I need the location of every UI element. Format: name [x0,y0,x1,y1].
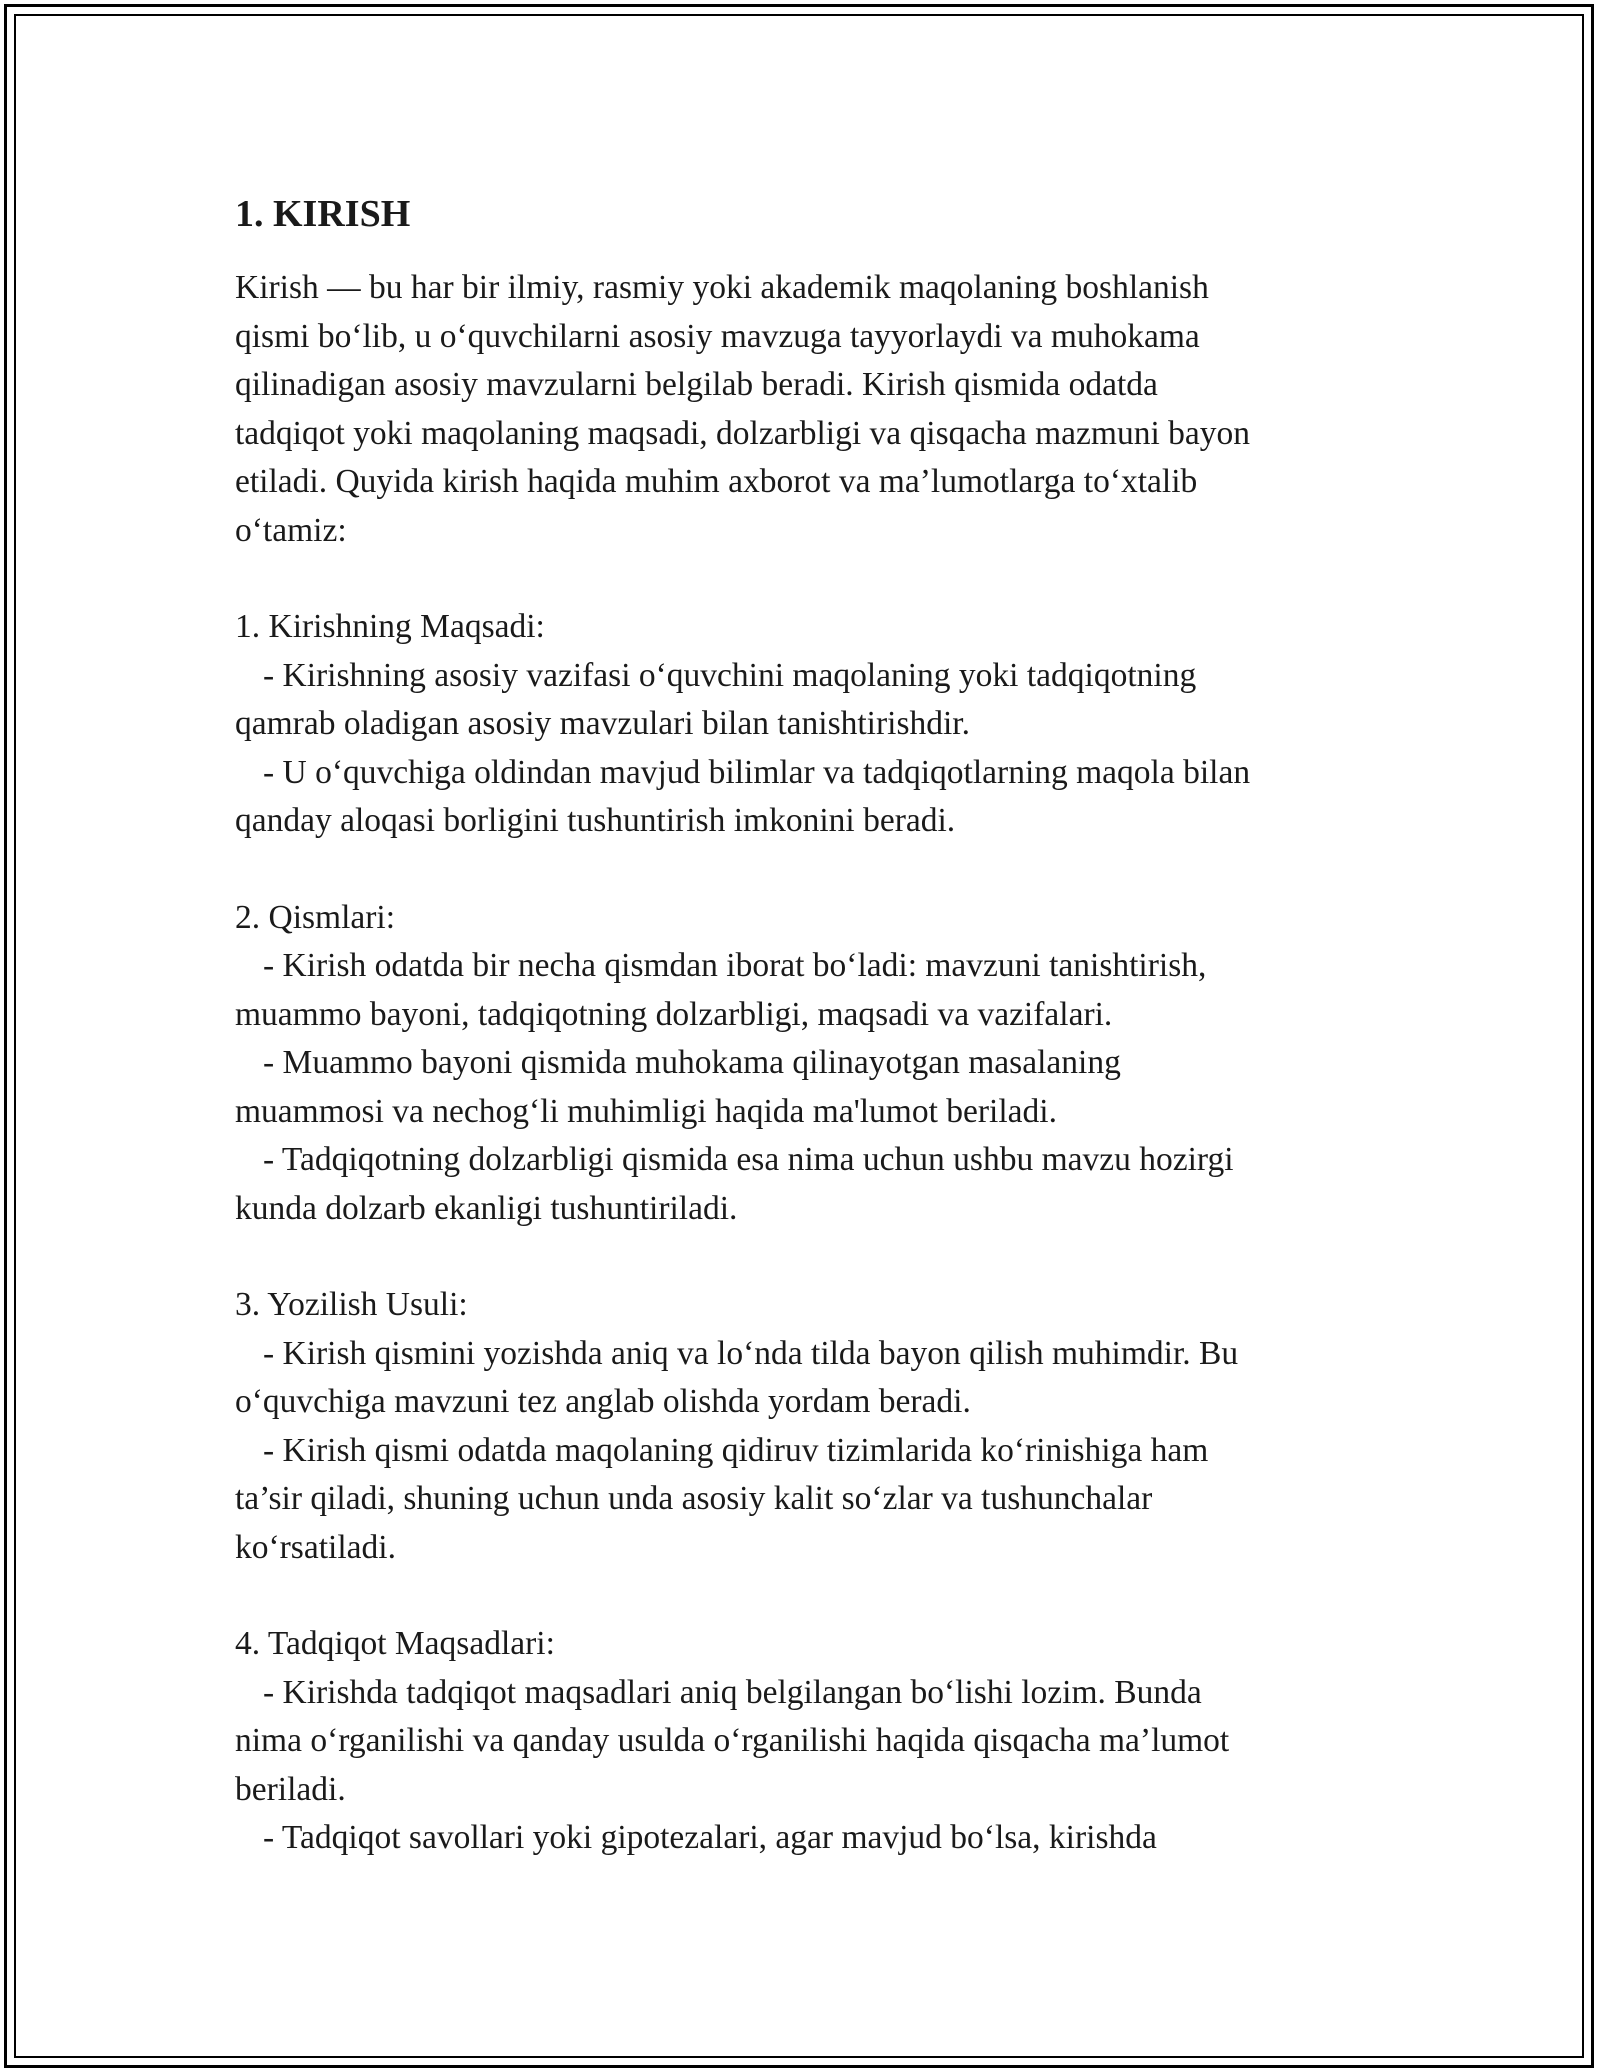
bullet-item [235,652,1365,749]
section-title: 1. Kirishning Maqsadi: [235,608,545,645]
section-title: 4. Tadqiqot Maqsadlari: [235,1625,555,1662]
bullet-text: - Kirish qismini yozishda aniq va lo‘nda tilda bayon qilish muhimdir. Bu o‘quvchiga mavzuni tez anglab olishda yordam beradi. [235,1334,1239,1420]
section-tadqiqot-maqsadlari [235,1620,1365,1863]
section-title: 3. Yozilish Usuli: [235,1286,468,1323]
bullet-text: - Muammo bayoni qismida muhokama qilinayotgan masalaning muammosi va nechog‘li muhimligi haqida ma'lumot beriladi. [235,1044,1121,1130]
bullet-text: - Kirishda tadqiqot maqsadlari aniq belgilangan bo‘lishi lozim. Bunda nima o‘rganilishi va qanday usulda o‘rganilishi haqida qisqacha ma’lumot beriladi. [235,1673,1230,1808]
bullet-text: - U o‘quvchiga oldindan mavjud bilimlar va tadqiqotlarning maqola bilan qanday aloqasi borligini tushuntirish imkonini beradi. [235,753,1251,839]
document-heading: 1. KIRISH [235,193,411,235]
bullet-item [235,1814,1365,1863]
bullet-item [235,1330,1365,1427]
bullet-text: - Kirish qismi odatda maqolaning qidiruv tizimlarida ko‘rinishiga ham ta’sir qiladi, shuning uchun unda asosiy kalit so‘zlar va tushunchalar ko‘rsatiladi. [235,1431,1209,1566]
bullet-item [235,1427,1365,1573]
bullet-text: - Kirish odatda bir necha qismdan iborat bo‘ladi: mavzuni tanishtirish, muammo bayoni, tadqiqotning dolzarbligi, maqsadi va vazifalari. [235,947,1207,1033]
bullet-item [235,942,1365,1039]
section-title: 2. Qismlari: [235,898,396,936]
bullet-item [235,1039,1365,1136]
bullet-text: - Tadqiqotning dolzarbligi qismida esa nima uchun ushbu mavzu hozirgi kunda dolzarb ekanligi tushuntiriladi. [235,1141,1234,1227]
document-body [235,186,1365,1911]
section-yozilish-usuli [235,1281,1365,1572]
bullet-item [235,1669,1365,1815]
section-maqsadi [235,603,1365,846]
intro-paragraph: Kirish — bu har bir ilmiy, rasmiy yoki akademik maqolaning boshlanish qismi bo‘lib, u o‘quvchilarni asosiy mavzuga tayyorlaydi va muhokama qilinadigan asosiy mavzularni belgilab beradi. Kirish qismida odatda tadqiqot yoki maqolaning maqsadi, dolzarbligi va qisqacha mazmuni bayon etiladi. Quyida kirish haqida muhim axborot va ma’lumotlarga to‘xtalib o‘tamiz: [235,269,1250,549]
section-list [235,603,1365,1863]
bullet-text: - Kirishning asosiy vazifasi o‘quvchini maqolaning yoki tadqiqotning qamrab oladigan asosiy mavzulari bilan tanishtirishdir. [235,656,1197,742]
bullet-item [235,749,1365,846]
bullet-item [235,1136,1365,1233]
section-qismlari [235,894,1365,1234]
bullet-text: - Tadqiqot savollari yoki gipotezalari, agar mavjud bo‘lsa, kirishda [263,1819,1157,1856]
